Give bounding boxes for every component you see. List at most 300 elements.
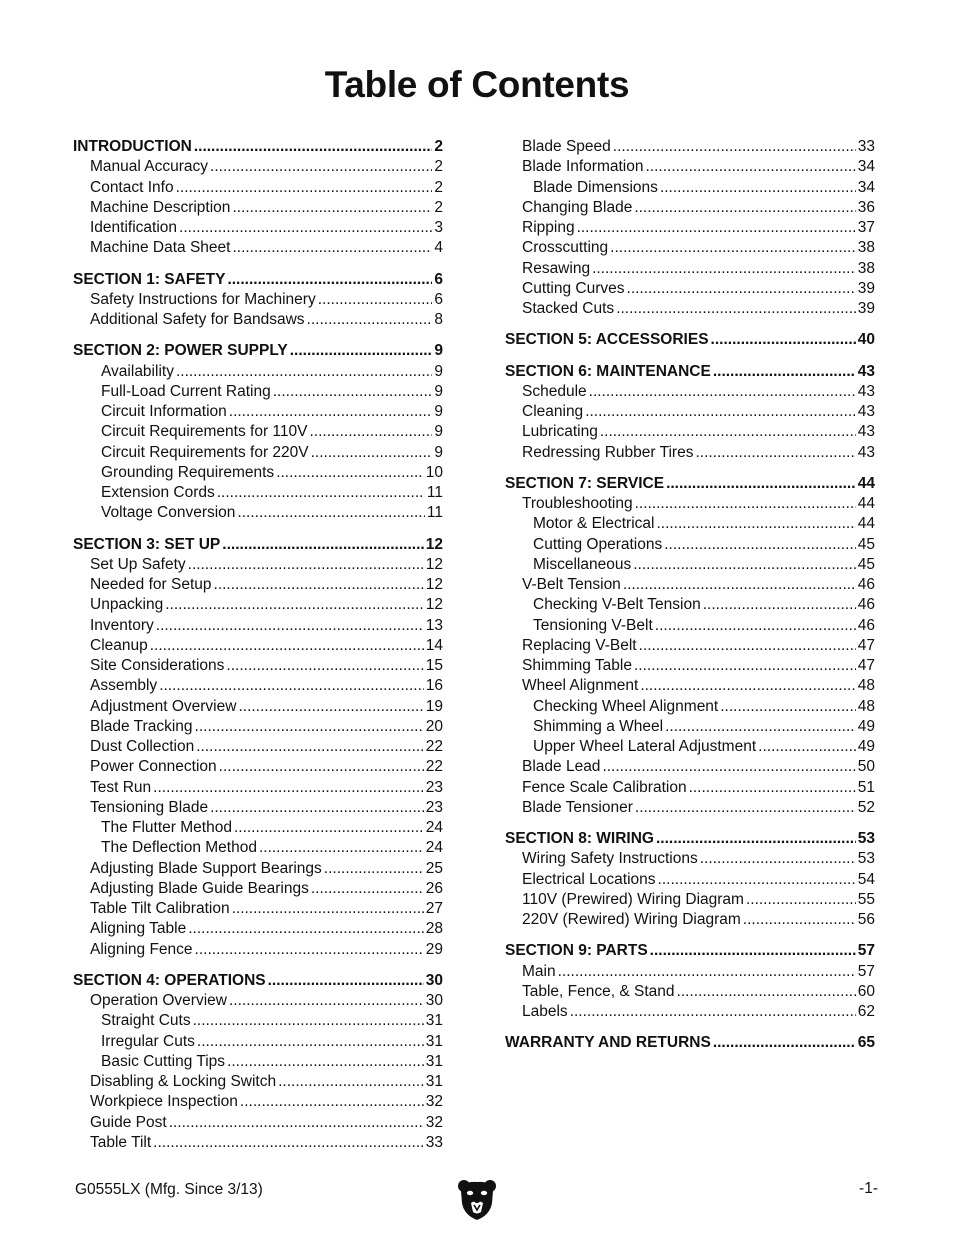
toc-entry-electrical-locations xyxy=(505,870,875,890)
toc-entry-availability xyxy=(73,362,443,382)
toc-page-number: 2 xyxy=(434,158,443,176)
toc-entry-power-connection xyxy=(73,757,443,777)
dot-leader xyxy=(635,494,856,514)
toc-entry-label: Cleaning xyxy=(522,403,584,420)
dot-leader xyxy=(227,270,432,290)
toc-entry-adjustment-overview xyxy=(73,697,443,717)
toc-entry-machine-data-sheet xyxy=(73,238,443,258)
toc-right-column xyxy=(505,137,875,1054)
toc-page-number: 56 xyxy=(857,911,875,928)
footer-model: G0555LX (Mfg. Since 3/13) xyxy=(75,1181,263,1198)
toc-entry-resawing xyxy=(505,259,875,279)
toc-entry-label: Lubricating xyxy=(522,423,598,441)
toc-entry-label: Resawing xyxy=(522,259,591,277)
toc-entry-the-deflection-method xyxy=(73,838,443,858)
toc-entry-label: Troubleshooting xyxy=(522,495,633,512)
toc-entry-label: Blade Information xyxy=(522,158,644,176)
toc-entry-upper-wheel-lateral-adjustment xyxy=(505,737,875,757)
toc-entry-label: Checking Wheel Alignment xyxy=(533,697,719,715)
toc-page-number: 43 xyxy=(857,443,875,461)
dot-leader xyxy=(217,483,425,503)
toc-entry-crosscutting xyxy=(505,238,875,258)
toc-entry-cleanup xyxy=(73,636,443,656)
dot-leader xyxy=(613,137,856,157)
dot-leader xyxy=(307,310,433,330)
toc-page-number: 53 xyxy=(857,830,875,847)
toc-entry-wheel-alignment xyxy=(505,676,875,696)
toc-entry-label: The Deflection Method xyxy=(101,839,257,857)
toc-page-number: 45 xyxy=(857,555,875,573)
dot-leader xyxy=(210,157,432,177)
dot-leader xyxy=(713,362,856,382)
toc-entry-label: Ripping xyxy=(522,219,575,236)
toc-section-introduction xyxy=(73,137,443,157)
toc-entry-label: Upper Wheel Lateral Adjustment xyxy=(533,738,757,755)
toc-page-number: 9 xyxy=(434,423,443,441)
dot-leader xyxy=(746,890,856,910)
toc-page-number: 4 xyxy=(434,239,443,257)
dot-leader xyxy=(290,341,433,361)
toc-section-section-4-operations xyxy=(73,971,443,991)
toc-page-number: 2 xyxy=(434,178,443,196)
toc-page-number: 30 xyxy=(425,992,443,1009)
toc-entry-label: 110V (Prewired) Wiring Diagram xyxy=(522,890,744,908)
toc-entry-shimming-table xyxy=(505,656,875,676)
dot-leader xyxy=(633,555,856,575)
toc-page-number: 44 xyxy=(857,495,875,512)
toc-entry-blade-information xyxy=(505,157,875,177)
toc-page-number: 46 xyxy=(857,616,875,634)
toc-entry-label: Availability xyxy=(101,362,174,380)
dot-leader xyxy=(179,218,432,238)
toc-page-number: 6 xyxy=(434,270,443,288)
toc-page-number: 32 xyxy=(425,1093,443,1111)
toc-page-number: 34 xyxy=(857,158,875,176)
toc-page-number: 22 xyxy=(425,758,443,776)
dot-leader xyxy=(188,555,424,575)
toc-entry-adjusting-blade-guide-bearings xyxy=(73,879,443,899)
toc-entry-label: Basic Cutting Tips xyxy=(101,1052,226,1070)
toc-page-number: 43 xyxy=(857,423,875,441)
dot-leader xyxy=(232,198,432,218)
toc-page-number: 60 xyxy=(857,982,875,1000)
toc-entry-troubleshooting xyxy=(505,494,875,514)
dot-leader xyxy=(634,656,856,676)
toc-page-number: 38 xyxy=(857,239,875,257)
toc-entry-label: Test Run xyxy=(90,778,152,796)
toc-entry-blade-speed xyxy=(505,137,875,157)
toc-entry-disabling-locking-switch xyxy=(73,1072,443,1092)
toc-entry-label: Tensioning Blade xyxy=(90,798,209,816)
toc-entry-label: Unpacking xyxy=(90,596,164,614)
toc-page-number: 30 xyxy=(425,971,443,989)
toc-page-number: 9 xyxy=(434,362,443,380)
toc-entry-basic-cutting-tips xyxy=(73,1052,443,1072)
page-number: -1- xyxy=(859,1180,878,1197)
dot-leader xyxy=(176,362,432,382)
toc-page-number: 36 xyxy=(857,198,875,216)
dot-leader xyxy=(153,778,424,798)
toc-entry-label: Table Tilt xyxy=(90,1133,152,1151)
toc-entry-label: WARRANTY AND RETURNS xyxy=(505,1034,711,1052)
dot-leader xyxy=(577,218,856,238)
dot-leader xyxy=(214,575,424,595)
toc-entry-test-run xyxy=(73,778,443,798)
dot-leader xyxy=(695,443,855,463)
dot-leader xyxy=(188,919,424,939)
dot-leader xyxy=(229,402,433,422)
toc-entry-redressing-rubber-tires xyxy=(505,443,875,463)
toc-entry-label: Guide Post xyxy=(90,1113,167,1131)
dot-leader xyxy=(743,910,856,930)
toc-entry-irregular-cuts xyxy=(73,1032,443,1052)
toc-page-number: 52 xyxy=(857,798,875,816)
toc-entry-label: Cleanup xyxy=(90,636,148,654)
dot-leader xyxy=(677,982,856,1002)
toc-entry-label: INTRODUCTION xyxy=(73,138,192,155)
dot-leader xyxy=(311,879,424,899)
toc-entry-wiring-safety-instructions xyxy=(505,849,875,869)
toc-entry-ripping xyxy=(505,218,875,238)
toc-entry-label: Blade Lead xyxy=(522,758,601,776)
toc-entry-label: Adjustment Overview xyxy=(90,697,237,715)
toc-entry-label: Additional Safety for Bandsaws xyxy=(90,311,305,328)
toc-entry-tensioning-v-belt xyxy=(505,616,875,636)
toc-page-number: 43 xyxy=(857,382,875,400)
toc-entry-straight-cuts xyxy=(73,1011,443,1031)
dot-leader xyxy=(650,941,856,961)
dot-leader xyxy=(720,697,856,717)
toc-entry-checking-v-belt-tension xyxy=(505,595,875,615)
toc-entry-label: Changing Blade xyxy=(522,198,633,216)
toc-entry-machine-description xyxy=(73,198,443,218)
toc-entry-label: Manual Accuracy xyxy=(90,158,209,176)
toc-entry-label: Safety Instructions for Machinery xyxy=(90,290,316,308)
toc-entry-shimming-a-wheel xyxy=(505,717,875,737)
dot-leader xyxy=(600,422,856,442)
toc-entry-site-considerations xyxy=(73,656,443,676)
dot-leader xyxy=(660,178,856,198)
dot-leader xyxy=(222,535,423,555)
toc-entry-label: Cutting Operations xyxy=(533,535,663,553)
dot-leader xyxy=(585,402,856,422)
toc-page-number: 55 xyxy=(857,890,875,908)
toc-entry-label: Aligning Table xyxy=(90,920,187,938)
toc-page-number: 12 xyxy=(425,555,443,573)
toc-entry-fence-scale-calibration xyxy=(505,778,875,798)
toc-page-number: 33 xyxy=(425,1133,443,1151)
dot-leader xyxy=(713,1033,856,1053)
toc-entry-label: Wiring Safety Instructions xyxy=(522,850,698,868)
toc-page-number: 24 xyxy=(425,819,443,836)
toc-entry-label: Machine Data Sheet xyxy=(90,239,231,257)
dot-leader xyxy=(153,1133,424,1153)
dot-leader xyxy=(666,474,856,494)
dot-leader xyxy=(232,238,432,258)
toc-page-number: 9 xyxy=(434,382,443,400)
toc-entry-label: Straight Cuts xyxy=(101,1012,191,1030)
toc-entry-label: Set Up Safety xyxy=(90,555,186,573)
dot-leader xyxy=(610,238,856,258)
toc-page-number: 44 xyxy=(857,474,875,492)
toc-page-number: 47 xyxy=(857,657,875,674)
toc-entry-label: Table, Fence, & Stand xyxy=(522,982,675,1000)
toc-entry-tensioning-blade xyxy=(73,798,443,818)
toc-page-number: 31 xyxy=(425,1012,443,1030)
toc-entry-label: Checking V-Belt Tension xyxy=(533,596,701,614)
toc-page-number: 31 xyxy=(425,1032,443,1050)
toc-entry-label: SECTION 5: ACCESSORIES xyxy=(505,331,709,349)
toc-entry-label: Motor & Electrical xyxy=(533,515,655,533)
toc-entry-label: Wheel Alignment xyxy=(522,677,639,695)
toc-entry-label: Identification xyxy=(90,219,178,236)
toc-page-number: 50 xyxy=(857,758,875,776)
toc-page-number: 6 xyxy=(434,290,443,308)
dot-leader xyxy=(570,1002,856,1022)
toc-page-number: 9 xyxy=(434,342,443,360)
toc-page-number: 19 xyxy=(425,697,443,715)
toc-entry-label: The Flutter Method xyxy=(101,819,232,836)
toc-page-number: 48 xyxy=(857,697,875,715)
toc-entry-table-tilt-calibration xyxy=(73,899,443,919)
toc-entry-v-belt-tension xyxy=(505,575,875,595)
toc-page-number: 12 xyxy=(425,535,443,553)
dot-leader xyxy=(159,676,424,696)
toc-page-number: 8 xyxy=(434,311,443,328)
toc-entry-label: Labels xyxy=(522,1003,568,1020)
toc-page-number: 31 xyxy=(425,1073,443,1090)
toc-page-number: 22 xyxy=(425,738,443,755)
toc-page-number: 53 xyxy=(857,850,875,868)
toc-entry-blade-lead xyxy=(505,757,875,777)
dot-leader xyxy=(240,1092,424,1112)
toc-entry-safety-instructions-for-machinery xyxy=(73,290,443,310)
toc-entry-label: Needed for Setup xyxy=(90,576,212,593)
toc-page-number: 24 xyxy=(425,839,443,857)
toc-page-number: 27 xyxy=(425,900,443,917)
dot-leader xyxy=(558,962,856,982)
dot-leader xyxy=(646,157,856,177)
dot-leader xyxy=(318,290,433,310)
toc-page-number: 34 xyxy=(857,178,875,196)
toc-entry-identification xyxy=(73,218,443,238)
toc-page-number: 49 xyxy=(857,738,875,755)
toc-entry-label: Operation Overview xyxy=(90,992,227,1009)
toc-page-number: 43 xyxy=(857,403,875,420)
dot-leader xyxy=(234,818,424,838)
toc-entry-inventory xyxy=(73,616,443,636)
toc-entry-label: Blade Tensioner xyxy=(522,798,633,816)
toc-entry-label: SECTION 7: SERVICE xyxy=(505,474,665,492)
toc-page-number: 57 xyxy=(857,962,875,980)
toc-entry-label: Grounding Requirements xyxy=(101,463,275,481)
bear-head-logo-icon xyxy=(457,1177,497,1221)
dot-leader xyxy=(278,1072,424,1092)
toc-entry-label: Disabling & Locking Switch xyxy=(90,1073,277,1090)
toc-entry-label: Inventory xyxy=(90,616,154,634)
toc-entry-full-load-current-rating xyxy=(73,382,443,402)
toc-entry-label: Workpiece Inspection xyxy=(90,1093,238,1111)
dot-leader xyxy=(311,443,433,463)
toc-section-section-2-power-supply xyxy=(73,341,443,361)
toc-entry-cleaning xyxy=(505,402,875,422)
toc-entry-label: Fence Scale Calibration xyxy=(522,778,687,796)
toc-section-section-8-wiring xyxy=(505,829,875,849)
toc-page-number: 54 xyxy=(857,870,875,888)
toc-entry-label: SECTION 4: OPERATIONS xyxy=(73,971,266,989)
toc-entry-label: Assembly xyxy=(90,677,158,695)
toc-entry-labels xyxy=(505,1002,875,1022)
dot-leader xyxy=(227,1052,424,1072)
toc-entry-additional-safety-for-bandsaws xyxy=(73,310,443,330)
toc-entry-blade-dimensions xyxy=(505,178,875,198)
toc-entry-label: Blade Dimensions xyxy=(533,178,658,196)
toc-entry-unpacking xyxy=(73,595,443,615)
dot-leader xyxy=(700,849,856,869)
toc-entry-manual-accuracy xyxy=(73,157,443,177)
dot-leader xyxy=(656,514,855,534)
dot-leader xyxy=(689,778,856,798)
toc-entry-motor-electrical xyxy=(505,514,875,534)
toc-page-number: 57 xyxy=(857,942,875,960)
dot-leader xyxy=(169,1113,424,1133)
toc-entry-circuit-requirements-for-220v xyxy=(73,443,443,463)
toc-entry-aligning-fence xyxy=(73,940,443,960)
dot-leader xyxy=(237,503,424,523)
toc-entry-label: Site Considerations xyxy=(90,657,225,674)
toc-entry-label: V-Belt Tension xyxy=(522,576,621,593)
toc-entry-label: Stacked Cuts xyxy=(522,300,615,317)
dot-leader xyxy=(196,737,424,757)
toc-page-number: 20 xyxy=(425,717,443,735)
toc-entry-label: Main xyxy=(522,962,556,980)
toc-entry-circuit-requirements-for-110v xyxy=(73,422,443,442)
toc-entry-label: Circuit Requirements for 220V xyxy=(101,443,309,461)
toc-entry-workpiece-inspection xyxy=(73,1092,443,1112)
toc-page-number: 31 xyxy=(425,1052,443,1070)
dot-leader xyxy=(627,279,856,299)
toc-entry-label: Redressing Rubber Tires xyxy=(522,443,694,461)
toc-section-section-3-set-up xyxy=(73,535,443,555)
toc-section-section-1-safety xyxy=(73,270,443,290)
toc-entry-label: SECTION 6: MAINTENANCE xyxy=(505,362,711,380)
toc-entry-label: Blade Tracking xyxy=(90,717,193,735)
toc-entry-set-up-safety xyxy=(73,555,443,575)
dot-leader xyxy=(324,859,424,879)
toc-section-section-5-accessories xyxy=(505,330,875,350)
dot-leader xyxy=(616,299,856,319)
toc-entry-changing-blade xyxy=(505,198,875,218)
toc-entry-label: Table Tilt Calibration xyxy=(90,900,230,917)
toc-entry-voltage-conversion xyxy=(73,503,443,523)
toc-page-number: 48 xyxy=(857,677,875,695)
toc-page-number: 28 xyxy=(425,920,443,938)
toc-page-number: 13 xyxy=(425,616,443,634)
toc-entry-label: Cutting Curves xyxy=(522,279,625,297)
toc-entry-label: Machine Description xyxy=(90,198,231,216)
toc-page-number: 62 xyxy=(857,1003,875,1020)
toc-page-number: 51 xyxy=(857,778,875,796)
dot-leader xyxy=(634,198,855,218)
toc-page-number: 29 xyxy=(425,940,443,958)
toc-entry-main xyxy=(505,962,875,982)
toc-entry-assembly xyxy=(73,676,443,696)
toc-entry-label: Miscellaneous xyxy=(533,555,632,573)
dot-leader xyxy=(150,636,424,656)
toc-entry-label: Full-Load Current Rating xyxy=(101,382,271,400)
dot-leader xyxy=(259,838,424,858)
toc-entry-blade-tensioner xyxy=(505,798,875,818)
toc-page-number: 2 xyxy=(434,198,443,216)
toc-entry-label: Shimming Table xyxy=(522,657,632,674)
toc-entry-label: SECTION 3: SET UP xyxy=(73,535,221,553)
toc-page-number: 26 xyxy=(425,879,443,897)
dot-leader xyxy=(165,595,424,615)
toc-entry-needed-for-setup xyxy=(73,575,443,595)
toc-entry-label: Adjusting Blade Guide Bearings xyxy=(90,879,309,897)
toc-entry-110v-prewired-wiring-diagram xyxy=(505,890,875,910)
toc-page-number: 40 xyxy=(857,331,875,349)
toc-entry-stacked-cuts xyxy=(505,299,875,319)
page-title: Table of Contents xyxy=(324,64,630,105)
toc-page-number: 9 xyxy=(434,403,443,420)
toc-entry-table-tilt xyxy=(73,1133,443,1153)
toc-entry-label: Adjusting Blade Support Bearings xyxy=(90,859,322,877)
toc-page-number: 14 xyxy=(425,636,443,654)
toc-entry-label: SECTION 1: SAFETY xyxy=(73,270,226,288)
toc-page-number: 12 xyxy=(425,576,443,593)
toc-entry-220v-rewired-wiring-diagram xyxy=(505,910,875,930)
toc-entry-label: Replacing V-Belt xyxy=(522,636,637,654)
toc-entry-dust-collection xyxy=(73,737,443,757)
toc-entry-label: Voltage Conversion xyxy=(101,504,236,522)
dot-leader xyxy=(193,1011,424,1031)
toc-page-number: 3 xyxy=(434,219,443,236)
toc-entry-extension-cords xyxy=(73,483,443,503)
dot-leader xyxy=(592,259,856,279)
toc-entry-grounding-requirements xyxy=(73,463,443,483)
toc-entry-label: Dust Collection xyxy=(90,738,195,755)
toc-page-number: 38 xyxy=(857,259,875,277)
toc-entry-label: Schedule xyxy=(522,382,587,400)
dot-leader xyxy=(276,463,424,483)
toc-entry-label: SECTION 8: WIRING xyxy=(505,830,654,847)
dot-leader xyxy=(639,636,856,656)
dot-leader xyxy=(156,616,424,636)
toc-entry-miscellaneous xyxy=(505,555,875,575)
toc-page-number: 44 xyxy=(857,515,875,533)
toc-section-warranty-and-returns xyxy=(505,1033,875,1053)
toc-page-number: 11 xyxy=(426,504,443,522)
toc-entry-adjusting-blade-support-bearings xyxy=(73,859,443,879)
dot-leader xyxy=(309,422,432,442)
toc-entry-label: SECTION 2: POWER SUPPLY xyxy=(73,342,288,360)
dot-leader xyxy=(232,899,424,919)
toc-page-number: 11 xyxy=(426,484,443,501)
toc-entry-schedule xyxy=(505,382,875,402)
toc-entry-lubricating xyxy=(505,422,875,442)
toc-entry-checking-wheel-alignment xyxy=(505,697,875,717)
toc-entry-label: Crosscutting xyxy=(522,239,609,257)
dot-leader xyxy=(273,382,433,402)
toc-entry-label: Blade Speed xyxy=(522,138,611,155)
toc-entry-label: SECTION 9: PARTS xyxy=(505,942,648,960)
toc-left-column xyxy=(73,137,443,1153)
dot-leader xyxy=(589,382,856,402)
toc-entry-aligning-table xyxy=(73,919,443,939)
toc-page-number: 32 xyxy=(425,1113,443,1131)
toc-entry-operation-overview xyxy=(73,991,443,1011)
